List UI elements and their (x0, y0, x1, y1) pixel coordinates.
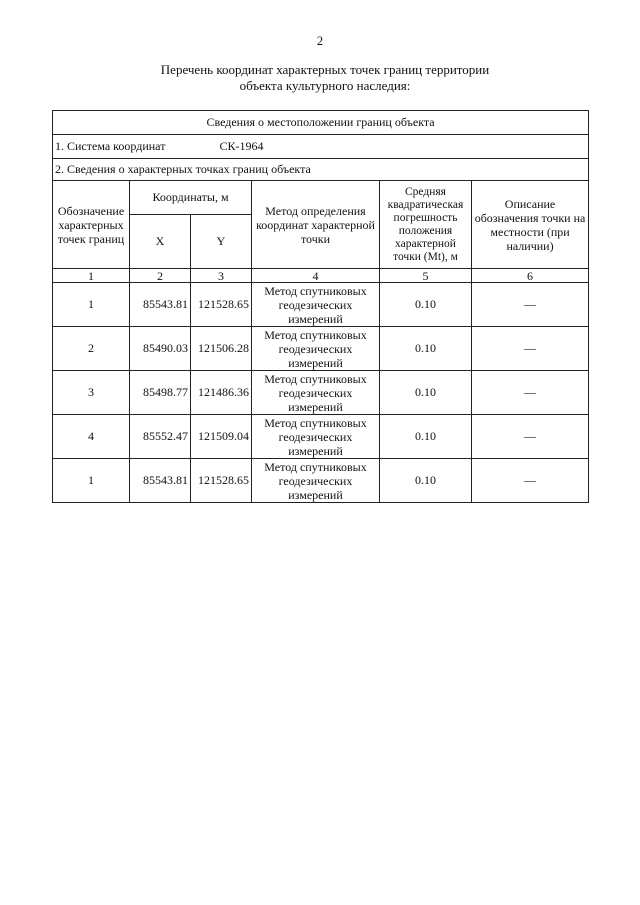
coordinate-y: 121509.04 (191, 415, 252, 459)
column-number: 2 (130, 269, 191, 283)
coordinate-y: 121506.28 (191, 327, 252, 371)
table-row (53, 283, 589, 327)
column-number: 4 (252, 269, 380, 283)
header-y: Y (191, 215, 252, 269)
coordinate-system-value: СК-1964 (219, 139, 264, 153)
document-title (120, 62, 530, 94)
location-section-title: Сведения о местоположении границ объекта (53, 111, 589, 135)
table-row (53, 371, 589, 415)
table-row (53, 459, 589, 503)
table-row (53, 327, 589, 371)
point-designation: 3 (53, 371, 130, 415)
point-designation: 1 (53, 459, 130, 503)
point-description: — (472, 459, 589, 503)
coordinate-system-row (53, 135, 589, 159)
header-method: Метод определения координат характерной точки (252, 181, 380, 269)
coordinate-x: 85552.47 (130, 415, 191, 459)
point-description: — (472, 283, 589, 327)
document-title-line-2: объекта культурного наследия: (239, 78, 411, 93)
column-number: 3 (191, 269, 252, 283)
header-description: Описание обозначения точки на местности (при наличии) (472, 181, 589, 269)
points-section-title: 2. Сведения о характерных точках границ объекта (53, 159, 589, 181)
accuracy-value: 0.10 (380, 459, 472, 503)
column-number: 1 (53, 269, 130, 283)
coordinate-x: 85543.81 (130, 283, 191, 327)
point-designation: 1 (53, 283, 130, 327)
measurement-method: Метод спутниковых геодезических измерений (252, 283, 380, 327)
header-designation: Обозначение характерных точек границ (53, 181, 130, 269)
table-row (53, 415, 589, 459)
point-description: — (472, 371, 589, 415)
coordinate-x: 85543.81 (130, 459, 191, 503)
accuracy-value: 0.10 (380, 327, 472, 371)
column-number: 5 (380, 269, 472, 283)
header-coordinates: Координаты, м (130, 181, 252, 215)
measurement-method: Метод спутниковых геодезических измерений (252, 327, 380, 371)
coordinate-x: 85490.03 (130, 327, 191, 371)
point-designation: 2 (53, 327, 130, 371)
measurement-method: Метод спутниковых геодезических измерений (252, 371, 380, 415)
page-number: 2 (316, 34, 324, 48)
coordinate-system-label: 1. Система координат (55, 139, 166, 153)
coordinate-y: 121528.65 (191, 283, 252, 327)
coordinate-y: 121486.36 (191, 371, 252, 415)
header-accuracy: Средняя квадратическая погрешность положения характерной точки (Mt), м (380, 181, 472, 269)
boundary-coordinates-table (52, 110, 589, 503)
header-x: X (130, 215, 191, 269)
point-designation: 4 (53, 415, 130, 459)
document-title-line-1: Перечень координат характерных точек границ территории (160, 62, 490, 77)
point-description: — (472, 415, 589, 459)
accuracy-value: 0.10 (380, 415, 472, 459)
coordinate-x: 85498.77 (130, 371, 191, 415)
coordinate-y: 121528.65 (191, 459, 252, 503)
point-description: — (472, 327, 589, 371)
column-number: 6 (472, 269, 589, 283)
measurement-method: Метод спутниковых геодезических измерений (252, 415, 380, 459)
accuracy-value: 0.10 (380, 371, 472, 415)
accuracy-value: 0.10 (380, 283, 472, 327)
column-number-row (53, 269, 589, 283)
measurement-method: Метод спутниковых геодезических измерений (252, 459, 380, 503)
